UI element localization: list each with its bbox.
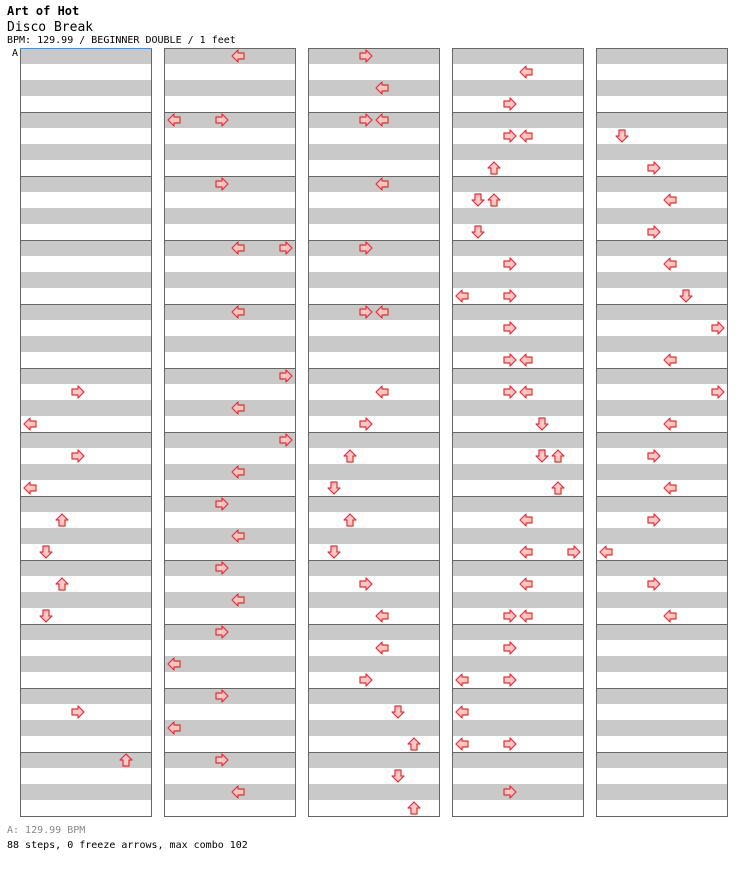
arrow-right-icon [360, 418, 372, 430]
arrow-right-icon [504, 386, 516, 398]
arrow-right-icon [504, 258, 516, 270]
stripe-band [308, 272, 440, 288]
arrow-left-icon [456, 674, 468, 686]
stripe-band [20, 784, 152, 800]
stripe-band [164, 400, 296, 416]
stripe-band [20, 240, 152, 256]
stripe-band [20, 592, 152, 608]
stripe-band [20, 624, 152, 640]
arrow-up-icon [344, 450, 356, 462]
stripe-band [452, 304, 584, 320]
arrow-left-icon [520, 610, 532, 622]
stripe-band [308, 208, 440, 224]
stripe-band [452, 400, 584, 416]
stripe-band [596, 752, 728, 768]
stripe-band [20, 304, 152, 320]
stripe-band [20, 528, 152, 544]
stripe-band [164, 208, 296, 224]
stripe-band [452, 784, 584, 800]
arrow-left-icon [376, 386, 388, 398]
stripe-band [308, 784, 440, 800]
stripe-band [452, 432, 584, 448]
stripe-band [596, 688, 728, 704]
stripe-band [164, 272, 296, 288]
arrow-left-icon [456, 706, 468, 718]
stripe-band [596, 336, 728, 352]
arrow-right-icon [504, 738, 516, 750]
stripe-band [20, 496, 152, 512]
stripe-band [596, 240, 728, 256]
stripe-band [164, 496, 296, 512]
stripe-band [596, 144, 728, 160]
stripe-band [596, 80, 728, 96]
arrow-right-icon [504, 674, 516, 686]
stripe-band [308, 496, 440, 512]
stripe-band [596, 368, 728, 384]
stripe-band [308, 688, 440, 704]
arrow-right-icon [504, 642, 516, 654]
stripe-band [164, 48, 296, 64]
arrow-left-icon [664, 354, 676, 366]
arrow-left-icon [520, 578, 532, 590]
stripe-band [308, 112, 440, 128]
arrow-left-icon [664, 194, 676, 206]
arrow-down-icon [616, 130, 628, 142]
bpm-marker-label: A [12, 48, 19, 59]
stripe-band [452, 272, 584, 288]
stripe-band [164, 176, 296, 192]
arrow-right-icon [72, 386, 84, 398]
stripe-band [452, 592, 584, 608]
arrow-left-icon [376, 642, 388, 654]
stripe-band [164, 656, 296, 672]
arrow-down-icon [328, 546, 340, 558]
arrow-left-icon [24, 482, 36, 494]
arrow-left-icon [24, 418, 36, 430]
arrow-down-icon [472, 226, 484, 238]
stripe-band [452, 112, 584, 128]
stripe-band [308, 144, 440, 160]
arrow-down-icon [472, 194, 484, 206]
arrow-left-icon [600, 546, 612, 558]
arrow-left-icon [664, 482, 676, 494]
stripe-band [308, 48, 440, 64]
arrow-left-icon [664, 258, 676, 270]
song-artist: Art of Hot [7, 4, 80, 18]
stripe-band [596, 176, 728, 192]
arrow-left-icon [664, 610, 676, 622]
arrow-down-icon [680, 290, 692, 302]
stripe-band [452, 80, 584, 96]
arrow-right-icon [648, 162, 660, 174]
arrow-right-icon [712, 322, 724, 334]
stripe-band [596, 784, 728, 800]
stripe-band [308, 304, 440, 320]
arrow-right-icon [360, 674, 372, 686]
stripe-band [308, 336, 440, 352]
arrow-down-icon [40, 546, 52, 558]
arrow-right-icon [504, 322, 516, 334]
stripe-band [20, 720, 152, 736]
stripe-band [452, 720, 584, 736]
arrow-down-icon [328, 482, 340, 494]
stripe-band [308, 80, 440, 96]
stripe-band [596, 656, 728, 672]
stripe-band [164, 240, 296, 256]
stripe-band [308, 720, 440, 736]
stripe-band [452, 48, 584, 64]
arrow-right-icon [648, 578, 660, 590]
stripe-band [452, 624, 584, 640]
stripe-band [308, 432, 440, 448]
stripe-band [20, 48, 152, 64]
stripe-band [164, 624, 296, 640]
arrow-left-icon [520, 354, 532, 366]
stripe-band [452, 208, 584, 224]
stripe-band [20, 432, 152, 448]
arrow-right-icon [648, 226, 660, 238]
stripe-band [452, 368, 584, 384]
arrow-down-icon [536, 418, 548, 430]
arrow-up-icon [56, 514, 68, 526]
arrow-right-icon [648, 514, 660, 526]
arrow-right-icon [568, 546, 580, 558]
arrow-left-icon [456, 290, 468, 302]
stripe-band [20, 144, 152, 160]
arrow-left-icon [664, 418, 676, 430]
arrow-right-icon [712, 386, 724, 398]
stripe-band [308, 400, 440, 416]
stripe-band [20, 464, 152, 480]
stripe-band [452, 656, 584, 672]
stripe-band [452, 528, 584, 544]
stripe-band [164, 304, 296, 320]
arrow-up-icon [552, 482, 564, 494]
stripe-band [596, 720, 728, 736]
stripe-band [596, 208, 728, 224]
stripe-band [20, 176, 152, 192]
stripe-band [20, 272, 152, 288]
stripe-band [308, 592, 440, 608]
arrow-down-icon [392, 706, 404, 718]
stripe-band [452, 144, 584, 160]
stripe-band [20, 688, 152, 704]
arrow-left-icon [456, 738, 468, 750]
stripe-band [308, 528, 440, 544]
stripe-band [164, 528, 296, 544]
arrow-down-icon [40, 610, 52, 622]
stripe-band [452, 464, 584, 480]
stripe-band [596, 528, 728, 544]
stripe-band [164, 784, 296, 800]
arrow-left-icon [520, 386, 532, 398]
stripe-band [596, 432, 728, 448]
stripe-band [164, 464, 296, 480]
arrow-left-icon [376, 610, 388, 622]
arrow-right-icon [648, 450, 660, 462]
stripe-band [596, 592, 728, 608]
arrow-down-icon [536, 450, 548, 462]
footer-bpm: A: 129.99 BPM [7, 825, 86, 836]
arrow-left-icon [520, 130, 532, 142]
arrow-left-icon [520, 546, 532, 558]
stripe-band [596, 112, 728, 128]
stripe-band [308, 176, 440, 192]
arrow-up-icon [488, 162, 500, 174]
stripe-band [308, 752, 440, 768]
stripe-band [596, 48, 728, 64]
stripe-band [452, 240, 584, 256]
stripe-band [596, 560, 728, 576]
arrow-right-icon [504, 130, 516, 142]
arrow-up-icon [344, 514, 356, 526]
stripe-band [20, 208, 152, 224]
arrow-down-icon [392, 770, 404, 782]
stripe-band [20, 112, 152, 128]
arrow-right-icon [504, 290, 516, 302]
stripe-band [596, 400, 728, 416]
stripe-band [596, 624, 728, 640]
stripe-band [164, 336, 296, 352]
bpm-marker-line [20, 48, 152, 49]
stripe-band [308, 560, 440, 576]
arrow-right-icon [72, 450, 84, 462]
stripe-band [308, 368, 440, 384]
stripe-band [308, 240, 440, 256]
arrow-right-icon [504, 354, 516, 366]
arrow-up-icon [488, 194, 500, 206]
arrow-up-icon [56, 578, 68, 590]
stripe-band [452, 752, 584, 768]
stripe-band [596, 272, 728, 288]
stripe-band [596, 304, 728, 320]
stripe-band [164, 752, 296, 768]
stripe-band [452, 176, 584, 192]
stripe-band [20, 80, 152, 96]
arrow-up-icon [408, 802, 420, 814]
arrow-left-icon [520, 66, 532, 78]
stripe-band [164, 368, 296, 384]
stripe-band [452, 496, 584, 512]
stripe-band [164, 144, 296, 160]
arrow-left-icon [520, 514, 532, 526]
stripe-band [596, 464, 728, 480]
stripe-band [20, 368, 152, 384]
stripe-band [452, 688, 584, 704]
stripe-band [308, 624, 440, 640]
stripe-band [20, 400, 152, 416]
footer-stats: 88 steps, 0 freeze arrows, max combo 102 [7, 840, 248, 851]
stripe-band [164, 720, 296, 736]
chart-info: BPM: 129.99 / BEGINNER DOUBLE / 1 feet [7, 35, 236, 46]
stripe-band [20, 336, 152, 352]
stripe-band [308, 656, 440, 672]
stripe-band [164, 688, 296, 704]
stripe-band [164, 560, 296, 576]
stripe-band [164, 112, 296, 128]
stripe-band [20, 560, 152, 576]
arrow-up-icon [552, 450, 564, 462]
stripe-band [164, 80, 296, 96]
arrow-right-icon [360, 578, 372, 590]
arrow-up-icon [408, 738, 420, 750]
arrow-right-icon [504, 98, 516, 110]
arrow-right-icon [72, 706, 84, 718]
stripe-band [452, 560, 584, 576]
stripe-band [308, 464, 440, 480]
song-title: Disco Break [7, 20, 94, 35]
arrow-right-icon [504, 610, 516, 622]
stripe-band [164, 592, 296, 608]
stripe-band [596, 496, 728, 512]
stripe-band [452, 336, 584, 352]
stripe-band [20, 656, 152, 672]
stripe-band [164, 432, 296, 448]
